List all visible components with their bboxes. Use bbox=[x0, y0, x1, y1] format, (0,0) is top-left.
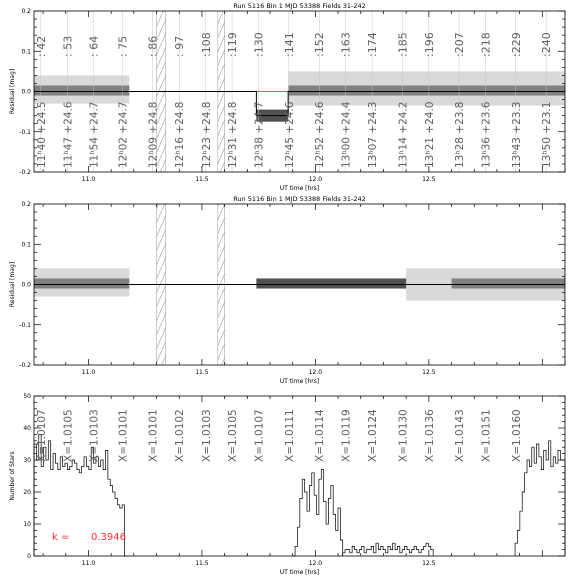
airmass-label: X=1.0103 bbox=[200, 409, 213, 462]
field-number-label: :152 bbox=[313, 32, 327, 57]
airmass-label: X=1.0151 bbox=[480, 409, 493, 462]
x-tick-label: 11.0 bbox=[81, 369, 96, 376]
histogram-segment bbox=[343, 543, 434, 556]
field-number-label: : 86 bbox=[146, 35, 160, 57]
field-number-label: :130 bbox=[252, 32, 266, 57]
airmass-label: X=1.0143 bbox=[454, 409, 467, 462]
field-dec-label: 12ʰ23 +24.8 bbox=[200, 101, 213, 168]
field-dec-label: 11ʰ47 +24.6 bbox=[62, 101, 75, 168]
y-tick-label: -0.2 bbox=[19, 169, 31, 176]
field-number-label: : 42 bbox=[34, 35, 48, 57]
y-tick-label: -0.2 bbox=[19, 362, 31, 369]
x-tick-label: 11.0 bbox=[81, 176, 96, 183]
field-number-label: : 97 bbox=[173, 35, 187, 57]
field-dec-label: 12ʰ31 +24.8 bbox=[227, 101, 240, 168]
k-value: 0.3946 bbox=[91, 532, 126, 543]
airmass-label: X=1.0119 bbox=[340, 409, 353, 462]
y-tick-label: 0.0 bbox=[21, 88, 31, 96]
field-number-label: : 53 bbox=[61, 35, 75, 57]
field-dec-label: 12ʰ16 +24.8 bbox=[174, 101, 187, 168]
airmass-label: X=1.0130 bbox=[397, 409, 410, 462]
field-number-label: : 64 bbox=[87, 35, 101, 57]
residual-panel-top bbox=[9, 2, 565, 192]
field-dec-label: 13ʰ28 +23.8 bbox=[454, 101, 467, 168]
x-tick-label: 11.0 bbox=[81, 560, 96, 567]
airmass-label: X=1.0124 bbox=[367, 409, 380, 462]
y-tick-label: -0.1 bbox=[19, 321, 31, 329]
y-tick-label: 0.2 bbox=[21, 201, 31, 208]
histogram-segment bbox=[293, 470, 343, 556]
field-dec-label: 12ʰ52 +24.6 bbox=[314, 101, 327, 168]
residual-panel-middle bbox=[9, 195, 565, 385]
field-number-label: :207 bbox=[453, 32, 467, 57]
x-axis-label: UT time [hrs] bbox=[279, 569, 320, 576]
x-tick-label: 11.5 bbox=[195, 176, 209, 183]
airmass-label: X=1.0105 bbox=[62, 409, 75, 462]
field-number-label: : 75 bbox=[116, 35, 130, 57]
field-dec-label: 13ʰ50 +23.1 bbox=[541, 101, 554, 168]
field-dec-label: 13ʰ21 +24.0 bbox=[423, 101, 436, 168]
airmass-label: X=1.0107 bbox=[253, 409, 266, 462]
field-dec-label: 11ʰ54 +24.7 bbox=[88, 101, 101, 168]
chart-title: Run 5116 Bin 1 MJD 53388 Fields 31-242 bbox=[233, 195, 366, 203]
x-tick-label: 12.0 bbox=[308, 176, 323, 183]
x-tick-label: 12.0 bbox=[308, 560, 323, 567]
field-dec-label: 13ʰ14 +24.2 bbox=[397, 101, 410, 168]
field-number-label: :229 bbox=[509, 32, 523, 57]
chart-title: Run 5116 Bin 1 MJD 53388 Fields 31-242 bbox=[233, 2, 366, 10]
error-band bbox=[288, 85, 565, 95]
k-label: k = bbox=[52, 532, 70, 543]
field-dec-label: 13ʰ43 +23.3 bbox=[510, 101, 523, 168]
airmass-label: X=1.0101 bbox=[117, 409, 130, 462]
y-tick-label: 0 bbox=[27, 553, 31, 560]
airmass-label: X=1.0160 bbox=[510, 409, 523, 462]
x-axis-label: UT time [hrs] bbox=[279, 378, 320, 385]
y-tick-label: 10 bbox=[23, 521, 31, 528]
star-histogram-panel bbox=[9, 393, 565, 576]
y-tick-label: 50 bbox=[23, 393, 31, 400]
field-number-label: :218 bbox=[479, 32, 493, 57]
airmass-label: X=1.0114 bbox=[314, 409, 327, 462]
airmass-label: X=1.0136 bbox=[423, 409, 436, 462]
field-dec-label: 11ʰ40 +24.5 bbox=[35, 101, 48, 168]
y-axis-label: Residual [mag] bbox=[9, 261, 16, 308]
field-dec-label: 13ʰ36 +23.6 bbox=[480, 101, 493, 168]
airmass-label: X=1.0111 bbox=[283, 409, 296, 462]
y-tick-label: 0.0 bbox=[21, 281, 31, 289]
error-band bbox=[34, 85, 129, 95]
y-tick-label: 0.1 bbox=[21, 48, 31, 56]
airmass-label: X=1.0103 bbox=[88, 409, 101, 462]
y-tick-label: 30 bbox=[23, 457, 31, 464]
x-tick-label: 12.5 bbox=[422, 560, 436, 567]
field-dec-label: 13ʰ07 +24.3 bbox=[367, 101, 380, 168]
airmass-label: X=1.0105 bbox=[227, 409, 240, 462]
field-number-label: :196 bbox=[422, 32, 436, 57]
y-tick-label: 40 bbox=[23, 425, 31, 432]
field-number-label: :108 bbox=[199, 32, 213, 57]
field-dec-label: 12ʰ38 +24.7 bbox=[253, 101, 266, 168]
x-tick-label: 12.0 bbox=[308, 369, 323, 376]
field-number-label: :141 bbox=[282, 32, 296, 57]
field-number-label: :119 bbox=[226, 32, 240, 57]
y-axis-label: Number of Stars bbox=[9, 451, 16, 501]
airmass-label: X=1.0107 bbox=[35, 409, 48, 462]
y-tick-label: 20 bbox=[23, 489, 31, 496]
field-dec-label: 12ʰ09 +24.8 bbox=[147, 101, 160, 168]
x-tick-label: 11.5 bbox=[195, 560, 209, 567]
field-number-label: :174 bbox=[366, 32, 380, 57]
error-band bbox=[34, 278, 129, 288]
x-axis-label: UT time [hrs] bbox=[279, 185, 320, 192]
airmass-label: X=1.0101 bbox=[147, 409, 160, 462]
field-dec-label: 13ʰ00 +24.4 bbox=[340, 101, 353, 168]
field-dec-label: 12ʰ45 +24.6 bbox=[283, 101, 296, 168]
airmass-label: X=1.0102 bbox=[174, 409, 187, 462]
x-tick-label: 12.5 bbox=[422, 176, 436, 183]
field-number-label: :185 bbox=[396, 32, 410, 57]
x-tick-label: 11.5 bbox=[195, 369, 209, 376]
y-axis-label: Residual [mag] bbox=[9, 68, 16, 115]
field-dec-label: 12ʰ02 +24.7 bbox=[117, 101, 130, 168]
y-tick-label: 0.1 bbox=[21, 241, 31, 249]
y-tick-label: 0.2 bbox=[21, 8, 31, 15]
y-tick-label: -0.1 bbox=[19, 128, 31, 136]
field-number-label: :240 bbox=[540, 32, 554, 57]
field-number-label: :163 bbox=[339, 32, 353, 57]
x-tick-label: 12.5 bbox=[422, 369, 436, 376]
error-band bbox=[452, 278, 565, 288]
